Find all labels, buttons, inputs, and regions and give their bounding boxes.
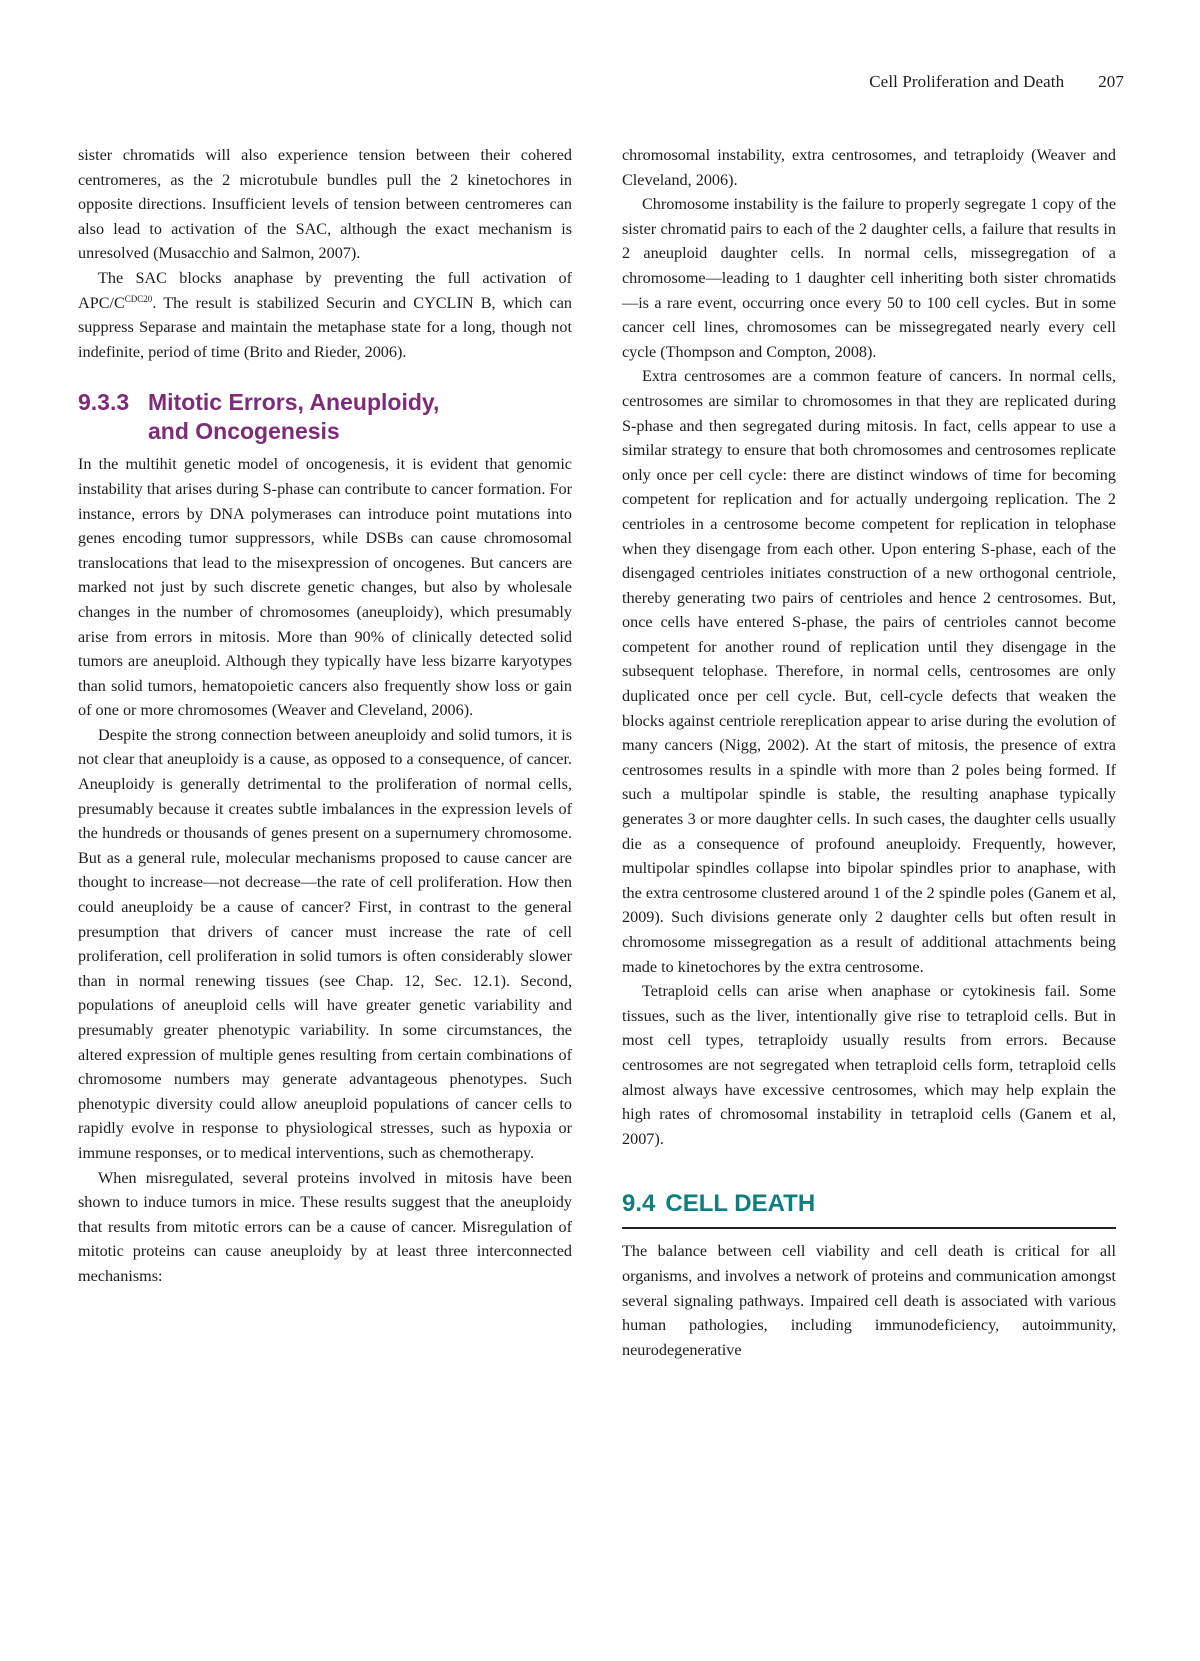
paragraph: Despite the strong connection between aneuploidy and solid tumors, it is not clear that aneuploidy is a cause, as opposed to a consequence, of cancer. Aneuploidy is generally detrimental to the proliferation of normal cells, presumably because it creates subtle imbalances in the expression levels of the hundreds or thousands of genes present on a supernumery chromosome. But as a general rule, molecular mechanisms proposed to cause cancer are thought to increase—not decrease—the rate of cell proliferation. How then could aneuploidy be a cause of cancer? First, in contrast to the general presumption that drivers of cancer must increase the rate of cell proliferation, cell proliferation in solid tumors is often considerably slower than in normal renewing tissues (see Chap. 12, Sec. 12.1). Second, populations of aneuploid cells will have greater genetic variability and presumably greater phenotypic variability. In some circumstances, the altered expression of multiple genes resulting from certain combinations of chromosome numbers may generate advantageous phenotypes. Such phenotypic diversity could allow aneuploid populations of cancer cells to rapidly evolve in response to physiological stresses, such as hypoxia or immune responses, or to medical interventions, such as chemotherapy. [78, 725, 572, 1162]
paragraph: When misregulated, several proteins involved in mitosis have been shown to induce tumors in mice. These results suggest that the aneuploidy that results from mitotic errors can be a cause of cancer. Misregulation of mitotic proteins can cause aneuploidy by at least three interconnected mechanisms: [78, 1168, 572, 1285]
right-column [622, 143, 1116, 1362]
text-run: . The result is stabilized Securin and CYCLIN B, which can suppress Separase and maintain the metaphase state for a long, though not indefinite, period of time (Brito and Rieder, 2006). [78, 293, 572, 361]
paragraph: Tetraploid cells can arise when anaphase or cytokinesis fail. Some tissues, such as the liver, intentionally give rise to tetraploid cells. But in most cell types, tetraploidy usually results from errors. Because centrosomes are not segregated when tetraploid cells form, tetraploid cells almost always have excessive centrosomes, which may help explain the high rates of chromosomal instability in tetraploid cells (Ganem et al, 2007). [622, 982, 1116, 1148]
left-column [78, 143, 572, 1289]
paragraph: In the multihit genetic model of oncogenesis, it is evident that genomic instability that arises during S-phase can contribute to cancer formation. For instance, errors by DNA polymerases can introduce point mutations into genes encoding tumor suppressors, while DSBs can cause chromosomal translocations that lead to the misexpression of oncogenes. But cancers are marked not just by such discrete genetic changes, but also by wholesale changes in the number of chromosomes (aneuploidy), which presumably arise from errors in mitosis. More than 90% of clinically detected solid tumors are aneuploid. Although they typically have less bizarre karyotypes than solid tumors, hematopoietic cancers also frequently show loss or gain of one or more chromosomes (Weaver and Cleveland, 2006). [78, 455, 572, 720]
running-title: Cell Proliferation and Death [869, 72, 1065, 91]
section-number: 9.3.3 [78, 389, 130, 416]
paragraph: Extra centrosomes are a common feature of cancers. In normal cells, centrosomes are similar to chromosomes in that they are replicated during S-phase and then segregated during mitosis. In fact, cells appear to use a similar strategy to ensure that both chromosomes and centrosomes replicate only once per cell cycle: there are distinct windows of time for becoming competent for replication and for actually undergoing replication. The 2 centrioles in a centrosome become competent for replication in telophase when they disengage from each other. Upon entering S-phase, each of the disengaged centrioles initiates construction of a new orthogonal centriole, thereby generating two pairs of centrioles and hence 2 centrosomes. But, once cells have entered S-phase, the pairs of centrioles cannot become competent for another round of replication until they disengage in the subsequent telophase. Therefore, in normal cells, centrosomes are only duplicated once per cell cycle. But, cell-cycle defects that weaken the blocks against centriole rereplication appear to arise during the evolution of many cancers (Nigg, 2002). At the start of mitosis, the presence of extra centrosomes results in a spindle with more than 2 poles being formed. If such a multipolar spindle is stable, the resulting anaphase typically generates 3 or more daughter cells. In such cases, the daughter cells usually die as a consequence of profound aneuploidy. Frequently, however, multipolar spindles collapse into bipolar spindles prior to anaphase, with the extra centrosome clustered around 1 of the 2 spindle poles (Ganem et al, 2009). Such divisions generate only 2 daughter cells but often result in chromosome missegregation as a result of additional attachments being made to kinetochores by the extra centrosome. [622, 367, 1116, 976]
section-heading-9-3-3 [78, 388, 572, 446]
superscript-cdc20: CDC20 [124, 293, 153, 304]
paragraph: The balance between cell viability and cell death is critical for all organisms, and involves a network of proteins and communication amongst several signaling pathways. Impaired cell death is associated with various human pathologies, including immunodeficiency, autoimmunity, neurodegenerative [622, 1242, 1116, 1359]
paragraph: sister chromatids will also experience tension between their cohered centromeres, as the 2 microtubule bundles pull the 2 kinetochores in opposite directions. Insufficient levels of tension between centromeres can also lead to activation of the SAC, although the exact mechanism is unresolved (Musacchio and Salmon, 2007). [78, 146, 572, 263]
running-head [869, 72, 1124, 92]
paragraph: chromosomal instability, extra centrosomes, and tetraploidy (Weaver and Cleveland, 2006). [622, 146, 1116, 189]
section-number: 9.4 [622, 1190, 656, 1218]
section-title-line-1: Mitotic Errors, Aneuploidy, [148, 389, 440, 416]
paragraph-sac-blocks-anaphase [78, 266, 572, 364]
section-title: CELL DEATH [665, 1190, 816, 1218]
section-heading-9-4 [622, 1189, 1116, 1229]
section-title [148, 388, 439, 446]
page-number: 207 [1098, 72, 1124, 91]
paragraph: Chromosome instability is the failure to properly segregate 1 copy of the sister chromatid pairs to each of the 2 daughter cells, a failure that results in 2 aneuploid daughter cells. In normal cells, missegregation of a chromosome—leading to 1 daughter cell inheriting both sister chromatids—is a rare event, occurring once every 50 to 100 cell cycles. But in some cancer cell lines, chromosomes can be missegregated nearly every cell cycle (Thompson and Compton, 2008). [622, 195, 1116, 361]
section-title-line-2: and Oncogenesis [148, 418, 340, 445]
text-run: The SAC blocks anaphase by preventing the full activation of APC/C [78, 268, 572, 312]
